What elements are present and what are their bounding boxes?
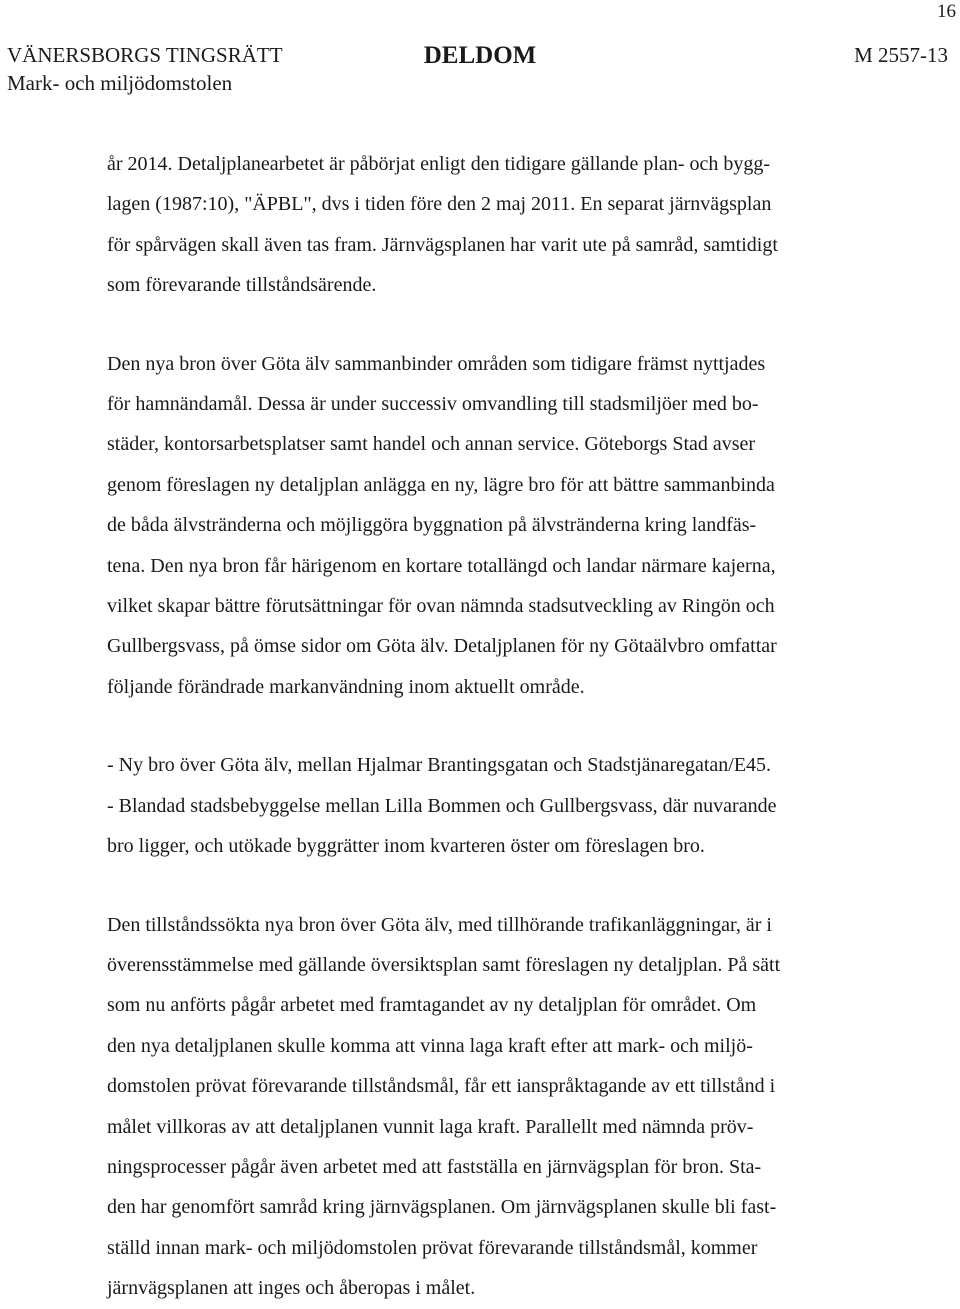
document-body xyxy=(107,144,897,1309)
case-number: M 2557-13 xyxy=(854,43,948,67)
text-line: överensstämmelse med gällande översiktsplan samt föreslagen ny detaljplan. På sätt xyxy=(107,953,781,976)
text-line: Gullbergsvass, på ömse sidor om Göta älv. Detaljplanen för ny Götaälvbro omfattar xyxy=(107,635,777,658)
text-line: ställd innan mark- och miljödomstolen prövat förevarande tillståndsmål, kommer xyxy=(107,1236,758,1259)
text-line: Den nya bron över Göta älv sammanbinder områden som tidigare främst nyttjades xyxy=(107,352,766,375)
court-division: Mark- och miljödomstolen xyxy=(7,71,233,95)
text-line: för spårvägen skall även tas fram. Järnvägsplanen har varit ute på samråd, samtidigt xyxy=(107,233,778,256)
text-line: följande förändrade markanvändning inom aktuellt område. xyxy=(107,675,585,698)
page-number: 16 xyxy=(937,1,956,22)
text-line: den har genomfört samråd kring järnvägsplanen. Om järnvägsplanen skulle bli fast- xyxy=(107,1196,777,1219)
text-line: ningsprocesser pågår även arbetet med att fastställa en järnvägsplan för bron. Sta- xyxy=(107,1155,762,1178)
text-line: den nya detaljplanen skulle komma att vinna laga kraft efter att mark- och miljö- xyxy=(107,1034,753,1057)
court-name: VÄNERSBORGS TINGSRÄTT xyxy=(7,43,283,67)
paragraph xyxy=(107,344,897,708)
text-line: de båda älvstränderna och möjliggöra byggnation på älvstränderna kring landfäs- xyxy=(107,514,757,537)
text-line: tena. Den nya bron får härigenom en kortare totallängd och landar närmare kajerna, xyxy=(107,554,776,577)
text-line: domstolen prövat förevarande tillståndsmål, får ett ianspråktagande av ett tillstånd i xyxy=(107,1075,776,1098)
text-line: för hamnändamål. Dessa är under successiv omvandling till stadsmiljöer med bo- xyxy=(107,393,759,416)
text-line: lagen (1987:10), "ÄPBL", dvs i tiden före den 2 maj 2011. En separat järnvägsplan xyxy=(107,193,772,216)
text-line: - Blandad stadsbebyggelse mellan Lilla Bommen och Gullbergsvass, där nuvarande xyxy=(107,794,777,817)
text-line: som nu anförts pågår arbetet med framtagandet av ny detaljplan för området. Om xyxy=(107,994,757,1017)
paragraph xyxy=(107,745,897,866)
text-line: genom föreslagen ny detaljplan anlägga en ny, lägre bro för att bättre sammanbinda xyxy=(107,473,775,496)
text-line: bro ligger, och utökade byggrätter inom kvarteren öster om föreslagen bro. xyxy=(107,835,705,858)
text-line: Den tillståndssökta nya bron över Göta älv, med tillhörande trafikanläggningar, är i xyxy=(107,913,772,936)
text-line: som förevarande tillståndsärende. xyxy=(107,274,377,297)
paragraph xyxy=(107,905,897,1309)
text-line: järnvägsplanen att inges och åberopas i målet. xyxy=(107,1277,476,1300)
text-line: - Ny bro över Göta älv, mellan Hjalmar Brantingsgatan och Stadstjänaregatan/E45. xyxy=(107,754,772,777)
text-line: städer, kontorsarbetsplatser samt handel och annan service. Göteborgs Stad avser xyxy=(107,433,756,456)
document-title: DELDOM xyxy=(423,42,537,69)
text-line: målet villkoras av att detaljplanen vunnit laga kraft. Parallellt med nämnda pröv- xyxy=(107,1115,754,1138)
text-line: vilket skapar bättre förutsättningar för ovan nämnda stadsutveckling av Ringön och xyxy=(107,595,775,618)
text-line: år 2014. Detaljplanearbetet är påbörjat enligt den tidigare gällande plan- och bygg- xyxy=(107,153,771,175)
paragraph xyxy=(107,144,897,306)
